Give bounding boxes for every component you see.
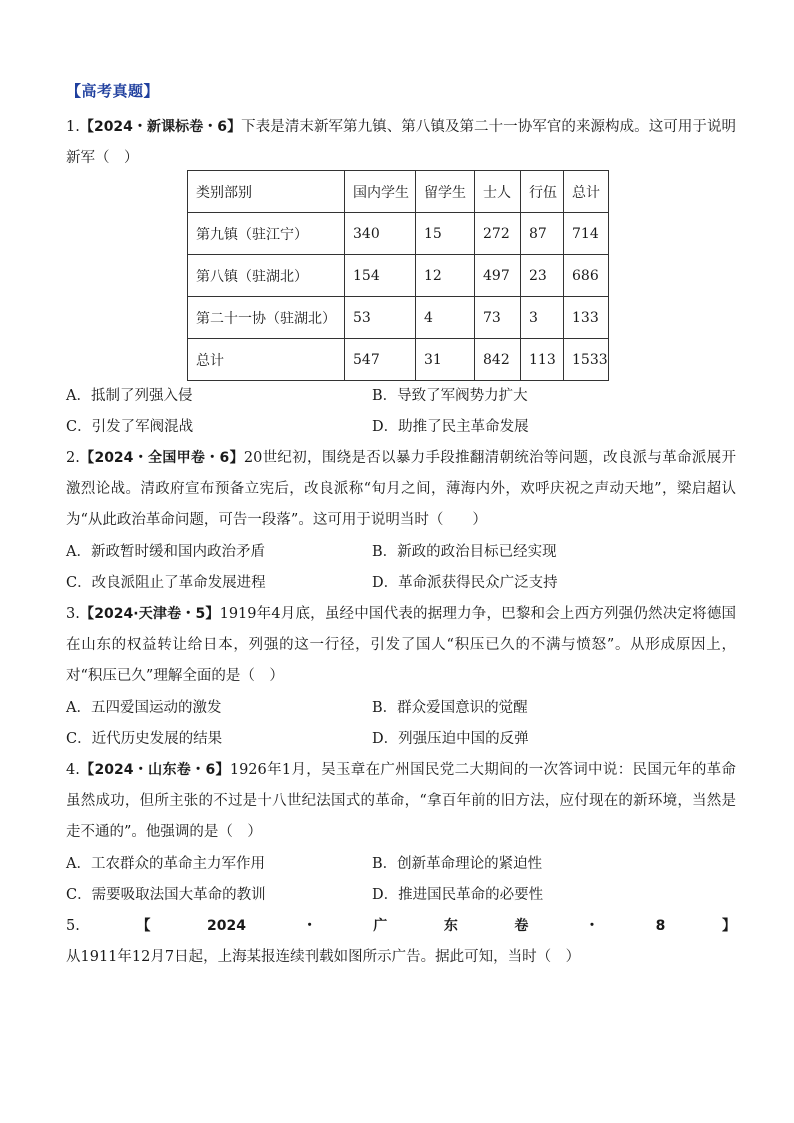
question-5	[66, 911, 736, 973]
table-header-row	[188, 171, 609, 213]
question-source: 【2024·天津卷・5】	[79, 606, 220, 622]
option-d[interactable]: D．助推了民主革命发展	[372, 419, 529, 435]
question-number: 4.	[66, 762, 80, 778]
table-cell: 第八镇（驻湖北）	[188, 255, 345, 297]
question-4	[66, 755, 736, 848]
table-row	[188, 255, 609, 297]
table-cell: 3	[521, 297, 564, 339]
option-d[interactable]: D．推进国民革命的必要性	[372, 887, 544, 903]
table-header-cell: 行伍	[521, 171, 564, 213]
option-a[interactable]: A．抵制了列强入侵	[66, 388, 193, 404]
option-a[interactable]: A．工农群众的革命主力军作用	[66, 856, 265, 872]
table-cell: 340	[345, 213, 416, 255]
table-row	[188, 297, 609, 339]
question-3-options	[66, 693, 746, 755]
table-cell: 4	[416, 297, 475, 339]
question-3	[66, 599, 736, 692]
officer-source-table	[187, 170, 609, 381]
table-cell: 272	[475, 213, 521, 255]
table-cell: 842	[475, 339, 521, 381]
question-2-options	[66, 537, 746, 599]
option-b[interactable]: B．导致了军阀势力扩大	[372, 388, 528, 404]
table-cell: 第九镇（驻江宁）	[188, 213, 345, 255]
table-header-cell: 士人	[475, 171, 521, 213]
table-cell: 113	[521, 339, 564, 381]
table-cell: 15	[416, 213, 475, 255]
table-cell: 第二十一协（驻湖北）	[188, 297, 345, 339]
table-cell: 1533	[564, 339, 609, 381]
table-header-cell: 类别部别	[188, 171, 345, 213]
table-cell: 133	[564, 297, 609, 339]
option-d[interactable]: D．革命派获得民众广泛支持	[372, 575, 558, 591]
table-cell: 154	[345, 255, 416, 297]
section-title: 【高考真题】	[66, 82, 160, 100]
question-stem: 20世纪初，围绕是否以暴力手段推翻清朝统治等问题，改良派与革命派展开激烈论战。清政府宣布预备立宪后，改良派称“旬月之间，薄海内外，欢呼庆祝之声动天地”，梁启超认为“从此政治革命问题，可告一段落”。这可用于说明当时（ ）	[66, 450, 736, 528]
table-row	[188, 339, 609, 381]
table-cell: 497	[475, 255, 521, 297]
table-cell: 87	[521, 213, 564, 255]
option-b[interactable]: B．新政的政治目标已经实现	[372, 544, 557, 560]
table-cell: 73	[475, 297, 521, 339]
question-source: 【2024・新课标卷・6】	[79, 119, 242, 135]
question-number: 5.	[66, 918, 80, 934]
question-source: 【2024・广东卷・8】	[79, 918, 736, 934]
table-cell: 714	[564, 213, 609, 255]
question-number: 3.	[66, 606, 80, 622]
table-cell: 31	[416, 339, 475, 381]
table-cell: 53	[345, 297, 416, 339]
option-c[interactable]: C．需要吸取法国大革命的教训	[66, 887, 266, 903]
question-stem: 从1911年12月7日起，上海某报连续刊载如图所示广告。据此可知，当时（ ）	[66, 949, 581, 965]
question-stem: 1926年1月，吴玉章在广州国民党二大期间的一次答词中说：民国元年的革命虽然成功，但所主张的不过是十八世纪法国式的革命，“拿百年前的旧方法，应付现在的新环境，当然是走不通的”。他强调的是（ ）	[66, 762, 736, 840]
option-b[interactable]: B．创新革命理论的紧迫性	[372, 856, 543, 872]
option-c[interactable]: C．改良派阻止了革命发展进程	[66, 575, 266, 591]
option-b[interactable]: B．群众爱国意识的觉醒	[372, 700, 528, 716]
option-d[interactable]: D．列强压迫中国的反弹	[372, 731, 529, 747]
table-cell: 547	[345, 339, 416, 381]
question-1	[66, 112, 736, 174]
option-c[interactable]: C．引发了军阀混战	[66, 419, 194, 435]
question-stem: 1919年4月底，虽经中国代表的据理力争，巴黎和会上西方列强仍然决定将德国在山东的权益转让给日本，列强的这一行径，引发了国人“积压已久的不满与愤怒”。从形成原因上，对“积压已久”理解全面的是（ ）	[66, 606, 737, 684]
table-cell: 23	[521, 255, 564, 297]
question-stem: 下表是清末新军第九镇、第八镇及第二十一协军官的来源构成。这可用于说明新军（ ）	[66, 119, 736, 166]
question-4-options	[66, 849, 746, 911]
question-2	[66, 443, 736, 536]
table-cell: 686	[564, 255, 609, 297]
table-row	[188, 213, 609, 255]
table-header-cell: 总计	[564, 171, 609, 213]
question-1-options	[66, 381, 746, 443]
question-number: 2.	[66, 450, 80, 466]
table-header-cell: 国内学生	[345, 171, 416, 213]
table-cell: 总计	[188, 339, 345, 381]
option-a[interactable]: A．新政暂时缓和国内政治矛盾	[66, 544, 265, 560]
option-c[interactable]: C．近代历史发展的结果	[66, 731, 223, 747]
option-a[interactable]: A．五四爱国运动的激发	[66, 700, 222, 716]
question-number: 1.	[66, 119, 80, 135]
table-cell: 12	[416, 255, 475, 297]
question-source: 【2024・山东卷・6】	[79, 762, 230, 778]
question-source: 【2024・全国甲卷・6】	[79, 450, 244, 466]
table-header-cell: 留学生	[416, 171, 475, 213]
